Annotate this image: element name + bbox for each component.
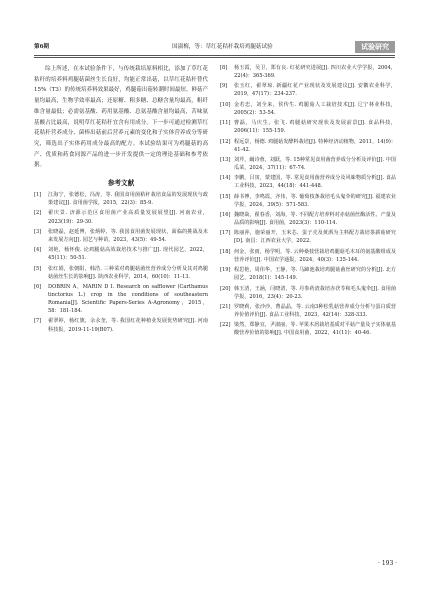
reference-number: [17] (220, 230, 231, 237)
references-list-left (34, 191, 208, 334)
reference-number: [11] (220, 120, 231, 127)
page-header (34, 40, 395, 54)
reference-text: 翟翠婷，杨红旗，余永奎，等. 我国红花种植业发展优势研究[J]. 河南科技报，2019-11-19(B07). (48, 318, 208, 333)
reference-item (220, 193, 396, 209)
left-column (34, 64, 208, 336)
reference-text: 何金，张雨，杨学明，等. 云种桑枝营栽培鸡腿菇毛木耳的氨基酸组成及营养评价[J]. 中国农学通报，2024，40(3)：135-144. (234, 248, 396, 263)
reference-text: 张玉红，翟翠琼. 新疆红花产业现状及发展建议[J]. 安徽农业科学，2019，47(17)：234-237. (234, 83, 396, 98)
reference-number: [3] (34, 228, 42, 235)
reference-number: [16] (220, 212, 231, 218)
reference-text: 梁然，郑静宜，尹淑丽，等. 苹果木屑栽培基质对平菇产量及子实体氨基酸营养价值的影响[J]. 中国食用菌，2022，41(11)：40-46. (234, 322, 396, 337)
reference-text: 薛书博，李鸣霞，齐伟，等. 葡萄枝条栽培毛头鬼伞的研究[J]. 福建农业学报，2024，39(5)：571-583. (234, 193, 396, 208)
journal-section-badge: 试验研究 (355, 41, 395, 53)
reference-number: [6] (34, 283, 42, 290)
reference-number: [15] (220, 193, 231, 200)
reference-text: 韩玉清，王涵，闫晓清，等. 丹参药渣栽培赤茯苓和毛头鬼伞[J]. 食用菌学报，2016，23(4)：20-23. (234, 285, 396, 300)
reference-text: 陈丽萍，施荣丽开，玉米芯、蛋子壳及黄酒为主料配方栽培茶薪菇研究[D]. 南昌：江西农业大学，2022. (234, 230, 396, 245)
reference-text: 翟庆景. 济源示范区食用菌产业高质量发展展望[J]. 河南农业，2023(19)：29-30. (48, 210, 208, 225)
reference-item (34, 265, 208, 281)
reference-number: [13] (220, 156, 231, 163)
reference-text: 张晓磊，赵延博，张炳婷，等. 我国食用菌发展现状，面临的挑战及未来发展方向[J]. 园艺与种苗，2023，43(5)：49-54. (48, 228, 208, 243)
references-title: 参考文献 (107, 179, 135, 188)
reference-text: DOBRIN A，MARIN D I. Research on safflower (Carthamus tinctorius L.) crop in the conditions of southeastern Romania[J]. Scientific Papers-Series A-Agronomy，2015，58：181-184. (48, 283, 208, 315)
header-rule-thin (34, 57, 395, 58)
reference-item (34, 228, 208, 244)
reference-number: [14] (220, 175, 231, 182)
page-number: · 193 · (378, 560, 398, 567)
reference-number: [12] (220, 138, 231, 145)
reference-number: [10] (220, 101, 231, 108)
reference-item (220, 119, 396, 135)
reference-text: 罗晓莉，张沙沙，曹晶晶，等. 云南3种松乳菇营养成分分析与蛋白质营养价值评价[J]. 食品工业科技，2023，42(14)：328-333. (234, 303, 396, 318)
reference-text: 江海宁，张德松，冯涛，等. 我国食用菌秸秆栽培食品的发展现状与政策建议[J]. 食用菌学报，2015，22(3)：85-9. (48, 192, 208, 207)
reference-number: [1] (34, 192, 42, 199)
reference-text: 程思艳，周伟华，王静，等. 马蹄池栽培鸡腿菇菌丝研究的分析[J]. 北方园艺，2018(1)：145-149. (234, 267, 396, 282)
reference-item (220, 211, 396, 227)
reference-item (220, 266, 396, 282)
reference-item (220, 321, 396, 337)
reference-item (220, 156, 396, 172)
reference-text: 曹磊，马庆生，张飞. 鸡腿菇研究现状及发展前景[J]. 食品科技，2006(11)：155-159. (234, 120, 396, 135)
reference-number: [9] (220, 83, 228, 90)
reference-item (220, 174, 396, 190)
reference-number: [4] (34, 247, 42, 254)
reference-item (34, 209, 208, 225)
reference-item (34, 317, 208, 333)
right-column (220, 64, 396, 340)
reference-item (220, 138, 396, 154)
reference-number: [22] (220, 322, 231, 329)
running-title: 国淑梅，等：草红花秸秆栽培鸡腿菇试验 (172, 44, 273, 50)
reference-text: 张红娟，张朝阳，韩浩. 三种菜对鸡腿菇菌丝营养成分分析及其对鸡腿菇菌丝生长的影响[J]. 陕西农业科学，2014，60(10)：11-13. (48, 265, 208, 280)
reference-text: 刘艳，杨怀俊. 论鸡腿菇高效栽培技术与推广[J]. 现代园艺，2022，45(11)：50-51. (48, 247, 208, 262)
issue-label: 第6期 (34, 44, 50, 50)
reference-item (220, 82, 396, 98)
reference-item (34, 283, 208, 315)
reference-number: [21] (220, 303, 231, 310)
reference-item (220, 101, 396, 117)
reference-number: [18] (220, 248, 231, 255)
reference-item (220, 285, 396, 301)
reference-number: [5] (34, 265, 42, 272)
reference-number: [8] (220, 65, 228, 71)
reference-item (220, 248, 396, 264)
reference-number: [7] (34, 318, 42, 325)
reference-text: 金若忠，刘全来，侯传生. 鸡腿菇人工栽培技术[J]. 辽宁林业科技，2005(2)：53-54. (234, 101, 396, 116)
reference-text: 魏晓焱，翟春香，刘海，等. 不同配方培养料对赤菇菌丝酶活性、产量及品质的影响[J]. 食用菌，2023(3)：110-114. (234, 212, 396, 227)
reference-number: [19] (220, 267, 231, 274)
reference-number: [20] (220, 285, 231, 292)
reference-item (220, 229, 396, 245)
references-list-right (220, 64, 396, 337)
reference-text: 杨玉霞，吴卫，郑有良. 红花研究进展[J]. 四川农业大学学报，2004，22(4)：365-369. (234, 65, 396, 80)
reference-item (34, 191, 208, 207)
conclusion-paragraph: 综上所述，在本试验条件下，与传统栽培原料相比，添加了草红花秸秆的培养料鸡腿菇菌丝生长良好，均能正常出菇，以草红花秸秆替代15%（T3）的传统培养料效果最好，鸡腿菇出菇转潮时间最短、鲜菇产量均最高，生物学效率最高；还原糖、粗多糖、总糖含量均最高，粗纤维含量最低；必需氨基酸、药用氨基酸、总氨基酸含量均最高，苦味氨基酸占比最高，说明草红花秸秆宜含有用成分。下一步可通过检测草红花秸秆营养成分、菌棒出菇前后营养元素的变化和子实体营养成分等研究，筛选出子实体药用成分最高的配方。本试验结果可为鸡腿菇的高产、优质和药食同源产品的进一步开发提供一定的理论基础和参考依据。 (34, 66, 208, 169)
reference-item (34, 246, 208, 262)
reference-item (220, 64, 396, 80)
reference-text: 刘芹，阚诗蓉，刘跃，等. 15种常见食用菌营养成分分析及评价[J]. 中国瓜菜，2024，37(11)：67-74. (234, 156, 396, 171)
reference-number: [2] (34, 210, 42, 217)
reference-text: 李鹏，吕寅，蒙建国，等. 常见食用菌营养成分及风味物质分析[J]. 食品工业科技，2023，44(18)：441-448. (234, 175, 396, 190)
header-rule (34, 55, 395, 56)
reference-item (220, 303, 396, 319)
reference-text: 程远景，杨德. 鸡腿菇发酵料栽培[J]. 特种经济动植物，2011，14(9)：41-42. (234, 138, 396, 153)
